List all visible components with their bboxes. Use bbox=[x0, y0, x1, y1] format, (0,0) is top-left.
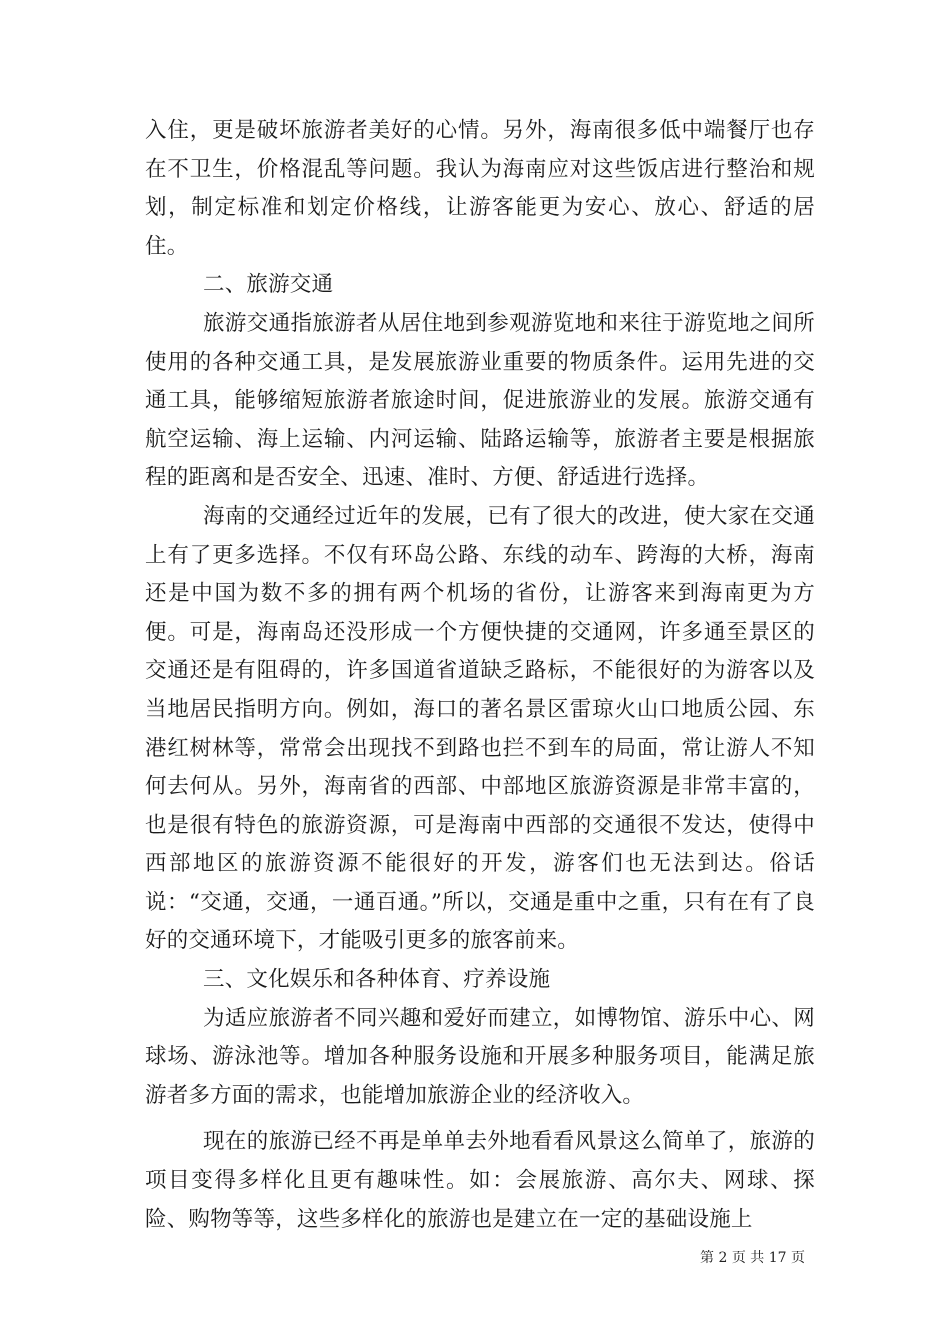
document-body bbox=[145, 112, 815, 1239]
page-number-footer: 第 2 页 共 17 页 bbox=[700, 1250, 805, 1266]
paragraph-5: 现在的旅游已经不再是单单去外地看看风景这么简单了，旅游的项目变得多样化且更有趣味性。如：会展旅游、高尔夫、网球、探险、购物等等，这些多样化的旅游也是建立在一定的基础设施上 bbox=[145, 1129, 815, 1232]
paragraph-1: 入住，更是破坏旅游者美好的心情。另外，海南很多低中端餐厅也存在不卫生，价格混乱等问题。我认为海南应对这些饭店进行整治和规划，制定标准和划定价格线，让游客能更为安心、放心、舒适的居住。 bbox=[145, 118, 815, 259]
section-heading-facilities: 三、文化娱乐和各种体育、疗养设施 bbox=[203, 967, 551, 993]
section-heading-transport: 二、旅游交通 bbox=[203, 272, 334, 298]
paragraph-4: 为适应旅游者不同兴趣和爱好而建立，如博物馆、游乐中心、网球场、游泳池等。增加各种服务设施和开展多种服务项目，能满足旅游者多方面的需求，也能增加旅游企业的经济收入。 bbox=[145, 1005, 815, 1108]
paragraph-3: 海南的交通经过近年的发展，已有了很大的改进，使大家在交通上有了更多选择。不仅有环岛公路、东线的动车、跨海的大桥，海南还是中国为数不多的拥有两个机场的省份，让游客来到海南更为方便。可是，海南岛还没形成一个方便快捷的交通网，许多通至景区的交通还是有阻碍的，许多国道省道缺乏路标，不能很好的为游客以及当地居民指明方向。例如，海口的著名景区雷琼火山口地质公园、东港红树林等，常常会出现找不到路也拦不到车的局面，常让游人不知何去何从。另外，海南省的西部、中部地区旅游资源是非常丰富的，也是很有特色的旅游资源，可是海南中西部的交通很不发达，使得中西部地区的旅游资源不能很好的开发，游客们也无法到达。俗话说：“交通，交通，一通百通。”所以，交通是重中之重，只有在有了良好的交通环境下，才能吸引更多的旅客前来。 bbox=[145, 503, 815, 954]
paragraph-2: 旅游交通指旅游者从居住地到参观游览地和来往于游览地之间所使用的各种交通工具，是发展旅游业重要的物质条件。运用先进的交通工具，能够缩短旅游者旅途时间，促进旅游业的发展。旅游交通有航空运输、海上运输、内河运输、陆路运输等，旅游者主要是根据旅程的距离和是否安全、迅速、准时、方便、舒适进行选择。 bbox=[145, 310, 815, 491]
